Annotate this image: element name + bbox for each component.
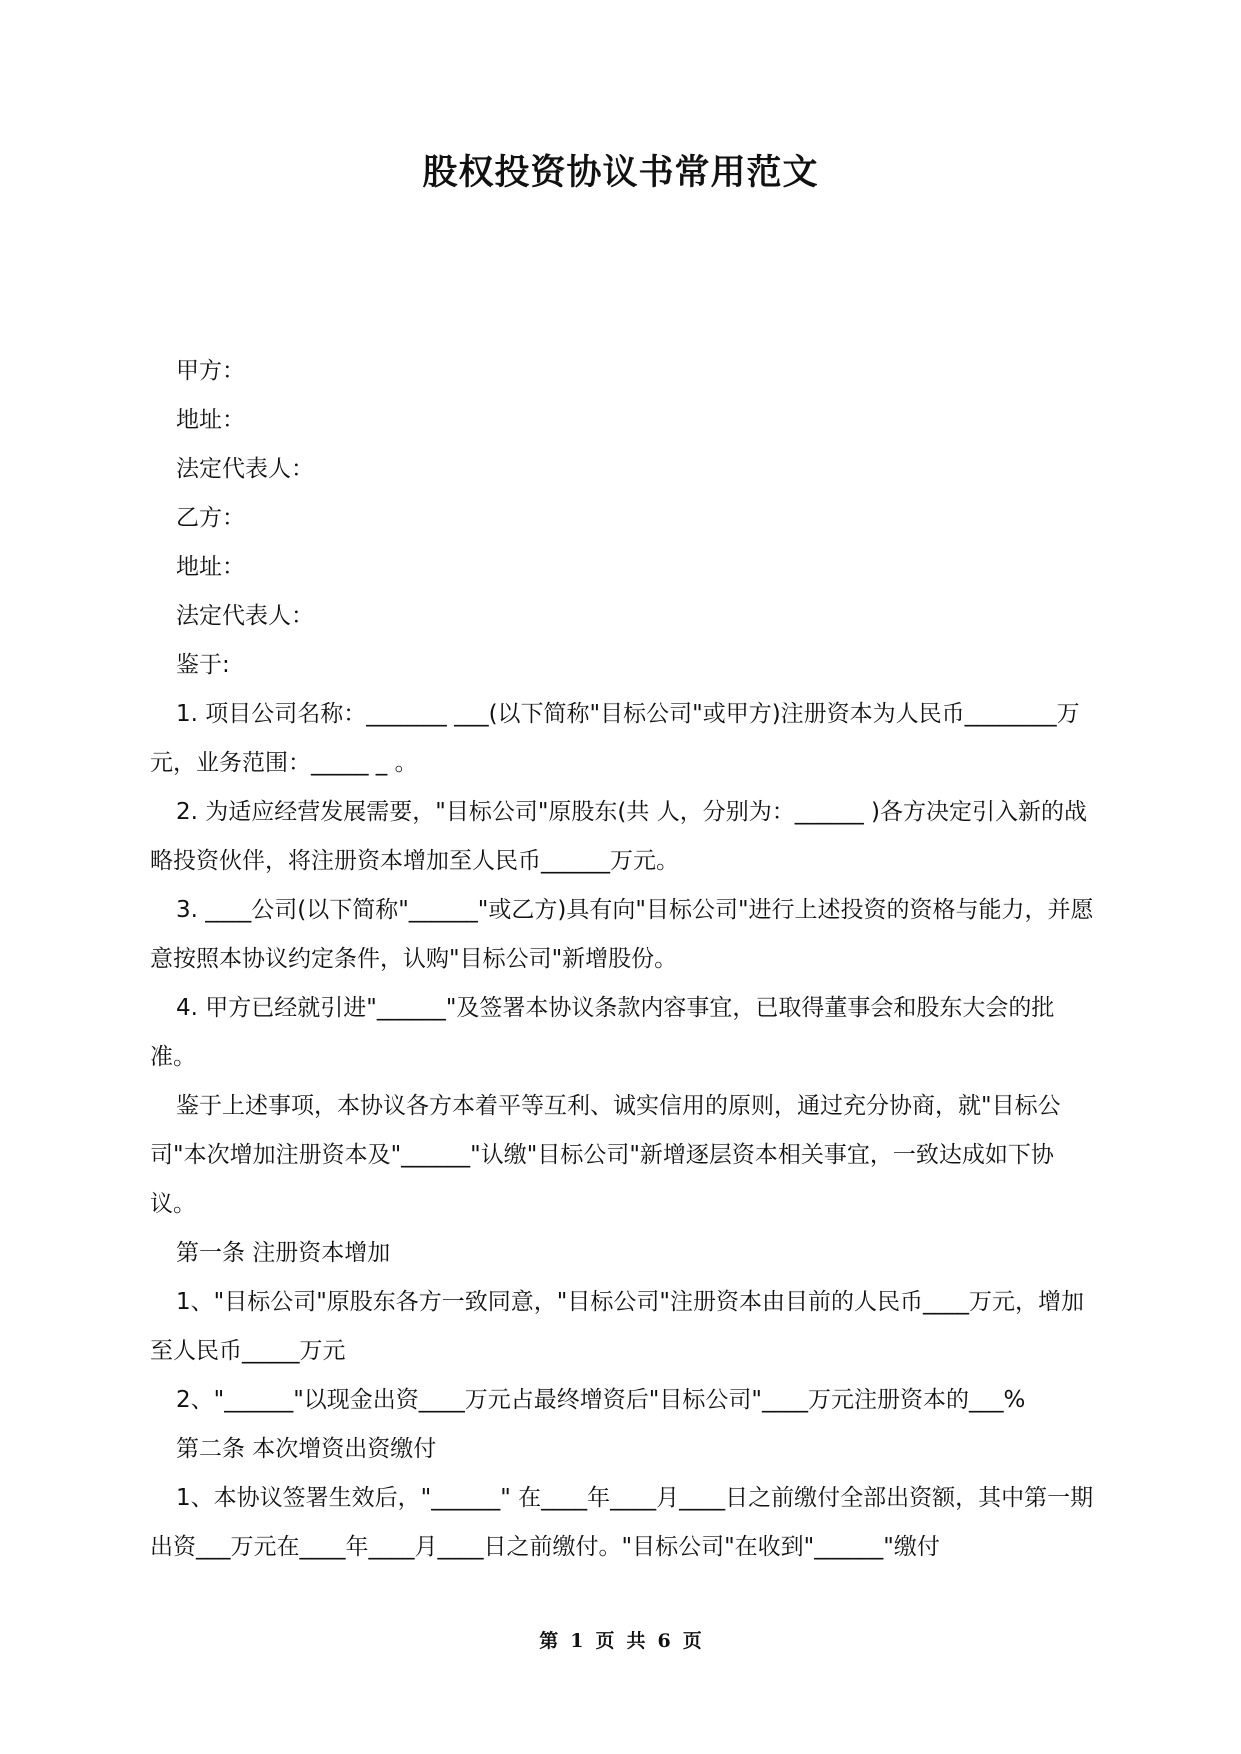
article-1-heading: 第一条 注册资本增加 xyxy=(176,1240,391,1266)
total-label: 共 xyxy=(626,1630,646,1652)
article-1-clause-2: 2、"______"以现金出资____万元占最终增资后"目标公司"____万元注册资本的___% xyxy=(176,1387,1026,1413)
whereas-item-1: 1. 项目公司名称：_______ ___(以下简称"目标公司"或甲方)注册资本为人民币________万元，业务范围：_____ _ 。 xyxy=(150,701,1080,776)
party-a-label: 甲方： xyxy=(176,358,245,384)
whereas-heading: 鉴于: xyxy=(176,652,230,678)
party-b-address: 地址： xyxy=(176,554,245,580)
party-a-representative: 法定代表人： xyxy=(176,456,314,482)
page-footer xyxy=(0,1626,1241,1653)
total-pages: 6 xyxy=(657,1630,671,1652)
whereas-item-4: 4. 甲方已经就引进"______"及签署本协议条款内容事宜，已取得董事会和股东大会的批准。 xyxy=(150,995,1055,1070)
document-body xyxy=(150,347,1096,1572)
document-title: 股权投资协议书常用范文 xyxy=(422,153,819,193)
party-a-address: 地址： xyxy=(176,407,245,433)
party-b-label: 乙方： xyxy=(176,505,245,531)
agreement-preamble: 鉴于上述事项，本协议各方本着平等互利、诚实信用的原则，通过充分协商，就"目标公司"本次增加注册资本及"______"认缴"目标公司"新增逐层资本相关事宜，一致达成如下协议。 xyxy=(150,1093,1061,1217)
whereas-item-2: 2. 为适应经营发展需要，"目标公司"原股东(共 人，分别为：______ )各方决定引入新的战略投资伙伴，将注册资本增加至人民币______万元。 xyxy=(150,799,1087,874)
article-2-heading: 第二条 本次增资出资缴付 xyxy=(176,1436,437,1462)
article-1-clause-1: 1、"目标公司"原股东各方一致同意，"目标公司"注册资本由目前的人民币____万元，增加至人民币_____万元 xyxy=(150,1289,1084,1364)
party-b-representative: 法定代表人： xyxy=(176,603,314,629)
page-number: 1 xyxy=(570,1630,584,1652)
page-unit: 页 xyxy=(595,1630,615,1652)
total-unit: 页 xyxy=(682,1630,702,1652)
page-label: 第 xyxy=(539,1630,559,1652)
whereas-item-3: 3. ____公司(以下简称"______"或乙方)具有向"目标公司"进行上述投资的资格与能力，并愿意按照本协议约定条件，认购"目标公司"新增股份。 xyxy=(150,897,1094,972)
article-2-clause-1: 1、本协议签署生效后，"______" 在____年____月____日之前缴付全部出资额，其中第一期出资___万元在____年____月____日之前缴付。"目标公司"在收到"______"缴付 xyxy=(150,1485,1094,1560)
